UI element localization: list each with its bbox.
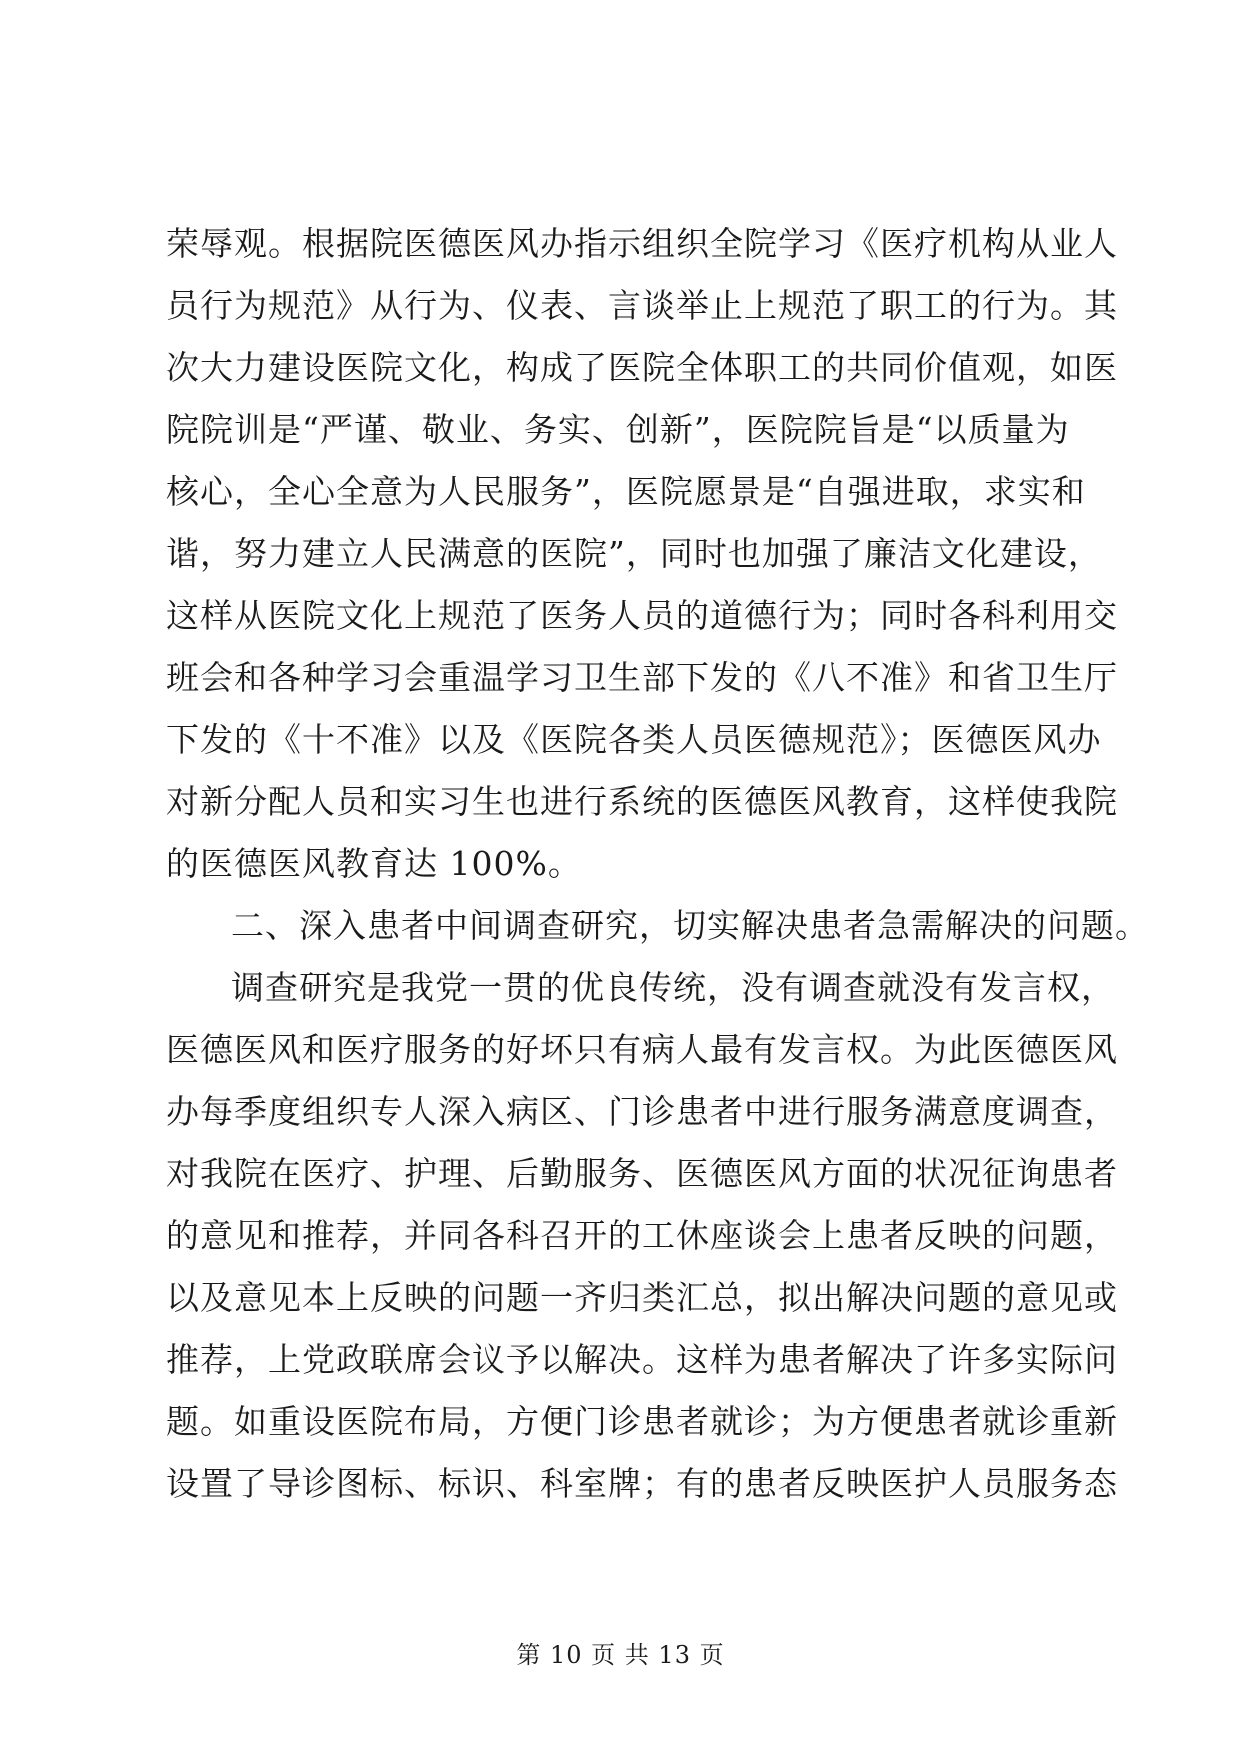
paragraph-first-line: 调查研究是我党一贯的优良传统，没有调查就没有发言权，: [231, 968, 1115, 1007]
text-line: 以及意见本上反映的问题一齐归类汇总，拟出解决问题的意见或: [166, 1278, 1118, 1317]
text-line: 谐，努力建立人民满意的医院”，同时也加强了廉洁文化建设，: [166, 534, 1102, 573]
text-line: 这样从医院文化上规范了医务人员的道德行为；同时各科利用交: [166, 596, 1118, 635]
text-line: 次大力建设医院文化，构成了医院全体职工的共同价值观，如医: [166, 348, 1118, 387]
text-line: 的意见和推荐，并同各科召开的工休座谈会上患者反映的问题，: [166, 1216, 1118, 1255]
text-line: 设置了导诊图标、标识、科室牌；有的患者反映医护人员服务态: [166, 1464, 1118, 1503]
section-heading: 二、深入患者中间调查研究，切实解决患者急需解决的问题。: [231, 906, 1149, 945]
page-footer: [0, 1640, 1241, 1670]
text-line: 对我院在医疗、护理、后勤服务、医德医风方面的状况征询患者: [166, 1154, 1118, 1193]
text-line: 下发的《十不准》以及《医院各类人员医德规范》；医德医风办: [166, 720, 1102, 759]
text-line: 院院训是“严谨、敬业、务实、创新”，医院院旨是“以质量为: [166, 410, 1070, 449]
text-line: 办每季度组织专人深入病区、门诊患者中进行服务满意度调查，: [166, 1092, 1118, 1131]
text-line: 班会和各种学习会重温学习卫生部下发的《八不准》和省卫生厅: [166, 658, 1118, 697]
text-line: 对新分配人员和实习生也进行系统的医德医风教育，这样使我院: [166, 782, 1118, 821]
text-line: 荣辱观。根据院医德医风办指示组织全院学习《医疗机构从业人: [166, 224, 1118, 263]
text-line: 核心，全心全意为人民服务”，医院愿景是“自强进取，求实和: [166, 472, 1086, 511]
text-line: 推荐，上党政联席会议予以解决。这样为患者解决了许多实际问: [166, 1340, 1118, 1379]
page-number: 第 10 页 共 13 页: [516, 1641, 725, 1669]
text-line: 题。如重设医院布局，方便门诊患者就诊；为方便患者就诊重新: [166, 1402, 1118, 1441]
text-line: 的医德医风教育达 100%。: [166, 844, 582, 883]
text-line: 员行为规范》从行为、仪表、言谈举止上规范了职工的行为。其: [166, 286, 1118, 325]
text-line: 医德医风和医疗服务的好坏只有病人最有发言权。为此医德医风: [166, 1030, 1118, 1069]
